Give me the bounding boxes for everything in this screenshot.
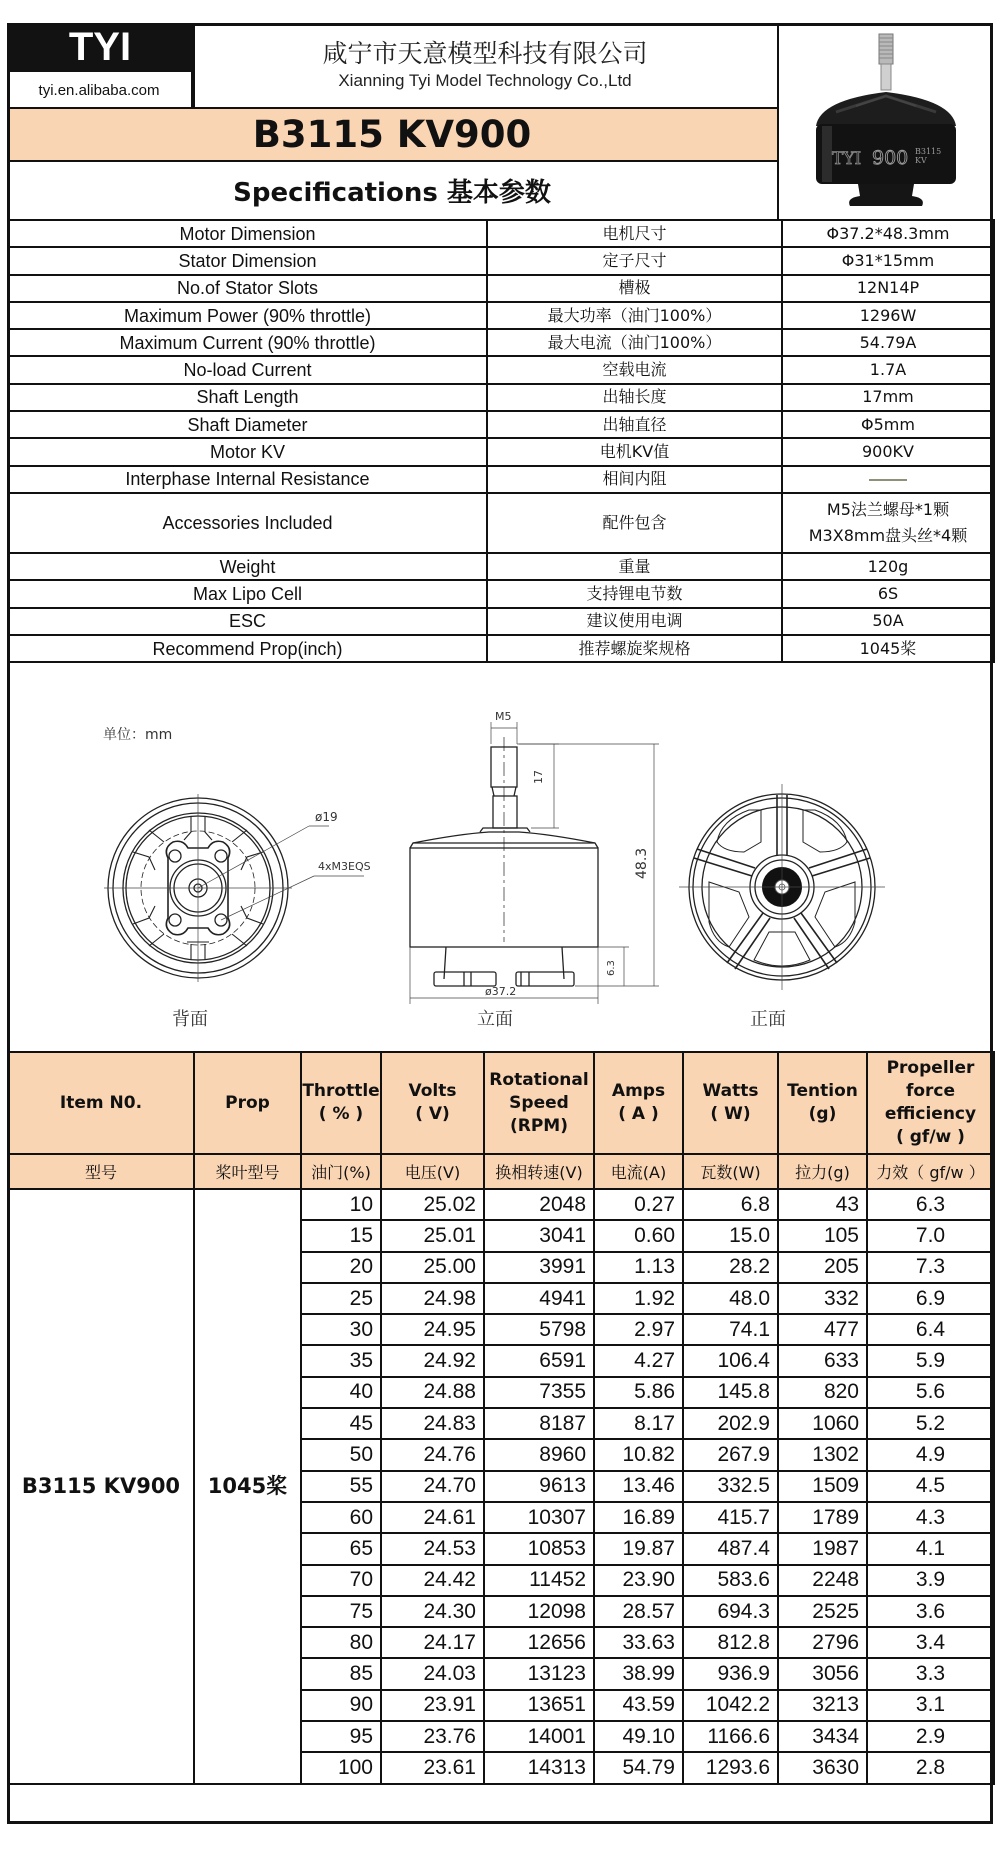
spec-label-en: Weight: [8, 553, 487, 580]
spec-label-cn: 空载电流: [487, 356, 782, 383]
column-header-cn: 油门(%): [301, 1154, 381, 1189]
rpm-cell: 12656: [484, 1627, 594, 1658]
efficiency-cell: 5.2: [867, 1408, 994, 1439]
thrust-cell: 2248: [778, 1565, 867, 1596]
thrust-cell: 3630: [778, 1752, 867, 1783]
spec-value: Φ37.2*48.3mm: [782, 220, 994, 247]
amps-cell: 13.46: [594, 1471, 683, 1502]
thrust-cell: 205: [778, 1252, 867, 1283]
amps-cell: 49.10: [594, 1721, 683, 1752]
amps-cell: 1.92: [594, 1283, 683, 1314]
specs-heading: Specifications 基本参数: [233, 178, 551, 208]
volts-cell: 24.76: [381, 1439, 484, 1470]
thrust-cell: 3434: [778, 1721, 867, 1752]
watts-cell: 6.8: [683, 1189, 778, 1220]
rpm-cell: 2048: [484, 1189, 594, 1220]
dim-base-height: 6.3: [606, 960, 617, 976]
rpm-cell: 10307: [484, 1502, 594, 1533]
column-header-line: Watts: [702, 1081, 759, 1101]
throttle-cell: 20: [301, 1252, 381, 1283]
company-name-cn: 咸宁市天意模型科技有限公司: [322, 39, 648, 68]
amps-cell: 28.57: [594, 1596, 683, 1627]
watts-cell: 267.9: [683, 1439, 778, 1470]
spec-label-en: No.of Stator Slots: [8, 275, 487, 302]
volts-cell: 25.02: [381, 1189, 484, 1220]
volts-cell: 24.88: [381, 1377, 484, 1408]
volts-cell: 24.83: [381, 1408, 484, 1439]
amps-cell: 54.79: [594, 1752, 683, 1783]
amps-cell: 16.89: [594, 1502, 683, 1533]
rpm-cell: 3041: [484, 1220, 594, 1251]
thrust-cell: 633: [778, 1345, 867, 1376]
amps-cell: 19.87: [594, 1533, 683, 1564]
spec-label-cn: 出轴直径: [487, 411, 782, 438]
rpm-cell: 13123: [484, 1658, 594, 1689]
efficiency-cell: 2.8: [867, 1752, 994, 1783]
spec-label-en: Maximum Power (90% throttle): [8, 302, 487, 329]
throttle-cell: 30: [301, 1314, 381, 1345]
thrust-cell: 1509: [778, 1471, 867, 1502]
throttle-cell: 85: [301, 1658, 381, 1689]
rpm-cell: 10853: [484, 1533, 594, 1564]
rpm-cell: 4941: [484, 1283, 594, 1314]
volts-cell: 24.03: [381, 1658, 484, 1689]
throttle-cell: 15: [301, 1220, 381, 1251]
watts-cell: 48.0: [683, 1283, 778, 1314]
dim-shaft-thread: M5: [495, 710, 512, 723]
column-header-line: (RPM): [509, 1115, 568, 1136]
volts-cell: 24.95: [381, 1314, 484, 1345]
volts-cell: 24.17: [381, 1627, 484, 1658]
rpm-cell: 14313: [484, 1752, 594, 1783]
thrust-cell: 1789: [778, 1502, 867, 1533]
amps-cell: 5.86: [594, 1377, 683, 1408]
watts-cell: 332.5: [683, 1471, 778, 1502]
throttle-cell: 60: [301, 1502, 381, 1533]
volts-cell: 24.92: [381, 1345, 484, 1376]
throttle-cell: 25: [301, 1283, 381, 1314]
volts-cell: 25.00: [381, 1252, 484, 1283]
throttle-cell: 80: [301, 1627, 381, 1658]
spec-label-en: Accessories Included: [8, 493, 487, 553]
column-header-cn: 力效（ gf/w ）: [867, 1154, 994, 1189]
efficiency-cell: 4.9: [867, 1439, 994, 1470]
volts-cell: 24.61: [381, 1502, 484, 1533]
watts-cell: 1293.6: [683, 1752, 778, 1783]
efficiency-cell: 6.3: [867, 1189, 994, 1220]
column-header-line: Propeller: [886, 1058, 975, 1078]
spec-label-cn: 电机尺寸: [487, 220, 782, 247]
rpm-cell: 3991: [484, 1252, 594, 1283]
view-label-back: 背面: [172, 1009, 208, 1030]
rpm-cell: 6591: [484, 1345, 594, 1376]
column-header-cn: 电压(V): [381, 1154, 484, 1189]
efficiency-cell: 7.0: [867, 1220, 994, 1251]
column-header-line: Prop: [225, 1092, 270, 1113]
watts-cell: 1042.2: [683, 1690, 778, 1721]
amps-cell: 10.82: [594, 1439, 683, 1470]
spec-value-line: M5法兰螺母*1颗: [826, 499, 950, 519]
efficiency-cell: 5.6: [867, 1377, 994, 1408]
column-header-line: force: [905, 1081, 956, 1101]
watts-cell: 15.0: [683, 1220, 778, 1251]
column-header-line: Item N0.: [59, 1092, 143, 1113]
rpm-cell: 12098: [484, 1596, 594, 1627]
thrust-cell: 332: [778, 1283, 867, 1314]
spec-value: Φ5mm: [782, 411, 994, 438]
watts-cell: 487.4: [683, 1533, 778, 1564]
column-header-line: Volts: [408, 1081, 457, 1101]
thrust-cell: 1987: [778, 1533, 867, 1564]
dim-hole-circle: ø19: [315, 810, 338, 824]
column-header-cn: 电流(A): [594, 1154, 683, 1189]
spec-value: 12N14P: [782, 275, 994, 302]
prop-model: 1045桨: [194, 1189, 301, 1784]
column-header-line: ( A ): [618, 1104, 659, 1124]
volts-cell: 23.91: [381, 1690, 484, 1721]
spec-label-cn: 最大电流（油门100%）: [487, 329, 782, 356]
spec-label-en: ESC: [8, 608, 487, 635]
watts-cell: 28.2: [683, 1252, 778, 1283]
thrust-cell: 2525: [778, 1596, 867, 1627]
spec-value: 1045桨: [782, 635, 994, 662]
efficiency-cell: 4.1: [867, 1533, 994, 1564]
rpm-cell: 11452: [484, 1565, 594, 1596]
amps-cell: 2.97: [594, 1314, 683, 1345]
view-label-front: 正面: [750, 1009, 786, 1030]
spec-label-en: No-load Current: [8, 356, 487, 383]
spec-label-en: Interphase Internal Resistance: [8, 466, 487, 493]
dim-mount-holes: 4xM3EQS: [318, 860, 371, 873]
dim-total-height: 48.3: [634, 847, 650, 879]
column-header-line: Rotational: [489, 1069, 589, 1090]
svg-text:900: 900: [872, 147, 909, 169]
watts-cell: 936.9: [683, 1658, 778, 1689]
column-header-cn: 换相转速(V): [484, 1154, 594, 1189]
spec-value: 54.79A: [782, 329, 994, 356]
throttle-cell: 45: [301, 1408, 381, 1439]
thrust-cell: 43: [778, 1189, 867, 1220]
throttle-cell: 95: [301, 1721, 381, 1752]
watts-cell: 1166.6: [683, 1721, 778, 1752]
spec-label-cn: 配件包含: [487, 493, 782, 553]
watts-cell: 812.8: [683, 1627, 778, 1658]
company-name-en: Xianning Tyi Model Technology Co.,Ltd: [338, 71, 632, 90]
volts-cell: 24.30: [381, 1596, 484, 1627]
spec-value: Φ31*15mm: [782, 247, 994, 274]
amps-cell: 43.59: [594, 1690, 683, 1721]
amps-cell: 8.17: [594, 1408, 683, 1439]
throttle-cell: 40: [301, 1377, 381, 1408]
item-number: B3115 KV900: [8, 1189, 194, 1784]
efficiency-cell: 3.9: [867, 1565, 994, 1596]
column-header-line: (g): [808, 1104, 837, 1124]
spec-label-en: Shaft Diameter: [8, 411, 487, 438]
throttle-cell: 65: [301, 1533, 381, 1564]
column-header-cn: 型号: [8, 1154, 194, 1189]
amps-cell: 33.63: [594, 1627, 683, 1658]
spec-value: 120g: [782, 553, 994, 580]
amps-cell: 4.27: [594, 1345, 683, 1376]
amps-cell: 0.60: [594, 1220, 683, 1251]
rpm-cell: 13651: [484, 1690, 594, 1721]
spec-label-en: Stator Dimension: [8, 247, 487, 274]
throttle-cell: 10: [301, 1189, 381, 1220]
spec-label-cn: 电机KV值: [487, 438, 782, 465]
rpm-cell: 9613: [484, 1471, 594, 1502]
spec-value: 6S: [782, 580, 994, 607]
thrust-cell: 1060: [778, 1408, 867, 1439]
efficiency-cell: 4.3: [867, 1502, 994, 1533]
amps-cell: 0.27: [594, 1189, 683, 1220]
spec-label-en: Maximum Current (90% throttle): [8, 329, 487, 356]
column-header-cn: 桨叶型号: [194, 1154, 301, 1189]
column-header-line: ( % ): [318, 1104, 364, 1124]
efficiency-cell: 7.3: [867, 1252, 994, 1283]
column-header-line: ( V): [415, 1104, 450, 1124]
spec-label-en: Recommend Prop(inch): [8, 635, 487, 662]
watts-cell: 202.9: [683, 1408, 778, 1439]
rpm-cell: 5798: [484, 1314, 594, 1345]
page-frame: [7, 23, 993, 1824]
throttle-cell: 35: [301, 1345, 381, 1376]
spec-value: 1.7A: [782, 356, 994, 383]
thrust-cell: 3213: [778, 1690, 867, 1721]
view-label-side: 立面: [477, 1009, 513, 1030]
thrust-cell: 105: [778, 1220, 867, 1251]
column-header-line: Throttle: [302, 1081, 380, 1101]
column-header-cn: 拉力(g): [778, 1154, 867, 1189]
thrust-cell: 477: [778, 1314, 867, 1345]
spec-label-en: Max Lipo Cell: [8, 580, 487, 607]
column-header-line: efficiency: [884, 1104, 977, 1124]
watts-cell: 74.1: [683, 1314, 778, 1345]
spec-value: 900KV: [782, 438, 994, 465]
rpm-cell: 14001: [484, 1721, 594, 1752]
throttle-cell: 90: [301, 1690, 381, 1721]
efficiency-cell: 6.4: [867, 1314, 994, 1345]
efficiency-cell: 3.1: [867, 1690, 994, 1721]
spec-value-line: M3X8mm盘头丝*4颗: [808, 525, 968, 545]
svg-text:TYI: TYI: [832, 149, 862, 169]
amps-cell: 23.90: [594, 1565, 683, 1596]
spec-label-cn: 推荐螺旋桨规格: [487, 635, 782, 662]
unit-label: 单位：mm: [103, 727, 173, 743]
watts-cell: 106.4: [683, 1345, 778, 1376]
watts-cell: 694.3: [683, 1596, 778, 1627]
column-header-line: Speed: [509, 1092, 569, 1113]
spec-label-en: Motor KV: [8, 438, 487, 465]
website-url: tyi.en.alibaba.com: [7, 72, 193, 109]
spec-value: 1296W: [782, 302, 994, 329]
thrust-cell: 3056: [778, 1658, 867, 1689]
column-header-cn: 瓦数(W): [683, 1154, 778, 1189]
throttle-cell: 50: [301, 1439, 381, 1470]
amps-cell: 38.99: [594, 1658, 683, 1689]
volts-cell: 24.42: [381, 1565, 484, 1596]
throttle-cell: 70: [301, 1565, 381, 1596]
thrust-cell: 820: [778, 1377, 867, 1408]
spec-label-cn: 出轴长度: [487, 384, 782, 411]
throttle-cell: 75: [301, 1596, 381, 1627]
throttle-cell: 55: [301, 1471, 381, 1502]
volts-cell: 25.01: [381, 1220, 484, 1251]
spec-value: 17mm: [782, 384, 994, 411]
volts-cell: 24.53: [381, 1533, 484, 1564]
efficiency-cell: 6.9: [867, 1283, 994, 1314]
spec-label-cn: 最大功率（油门100%）: [487, 302, 782, 329]
svg-text:KV: KV: [915, 156, 927, 165]
efficiency-cell: 3.6: [867, 1596, 994, 1627]
thrust-cell: 2796: [778, 1627, 867, 1658]
spec-label-cn: 槽极: [487, 275, 782, 302]
efficiency-cell: 3.3: [867, 1658, 994, 1689]
spec-label-en: Motor Dimension: [8, 220, 487, 247]
logo-text: TYI: [68, 25, 132, 69]
spec-label-cn: 建议使用电调: [487, 608, 782, 635]
watts-cell: 583.6: [683, 1565, 778, 1596]
rpm-cell: 8960: [484, 1439, 594, 1470]
efficiency-cell: 2.9: [867, 1721, 994, 1752]
product-title: B3115 KV900: [252, 113, 532, 156]
rpm-cell: 7355: [484, 1377, 594, 1408]
dim-shaft-length: 17: [532, 770, 545, 784]
spec-label-en: Shaft Length: [8, 384, 487, 411]
spec-label-cn: 定子尺寸: [487, 247, 782, 274]
thrust-cell: 1302: [778, 1439, 867, 1470]
efficiency-cell: 3.4: [867, 1627, 994, 1658]
column-header-line: ( W): [710, 1104, 751, 1124]
watts-cell: 145.8: [683, 1377, 778, 1408]
spec-label-cn: 支持锂电节数: [487, 580, 782, 607]
dim-diameter: ø37.2: [485, 985, 517, 998]
amps-cell: 1.13: [594, 1252, 683, 1283]
volts-cell: 23.61: [381, 1752, 484, 1783]
watts-cell: 415.7: [683, 1502, 778, 1533]
spec-label-cn: 相间内阻: [487, 466, 782, 493]
column-header-line: Tention: [787, 1081, 858, 1101]
efficiency-cell: 4.5: [867, 1471, 994, 1502]
throttle-cell: 100: [301, 1752, 381, 1783]
spec-value: 50A: [782, 608, 994, 635]
column-header-line: Amps: [611, 1081, 666, 1101]
volts-cell: 23.76: [381, 1721, 484, 1752]
volts-cell: 24.70: [381, 1471, 484, 1502]
spec-label-cn: 重量: [487, 553, 782, 580]
efficiency-cell: 5.9: [867, 1345, 994, 1376]
svg-text:B3115: B3115: [915, 147, 942, 156]
column-header-line: ( gf/w ): [896, 1127, 965, 1147]
volts-cell: 24.98: [381, 1283, 484, 1314]
rpm-cell: 8187: [484, 1408, 594, 1439]
